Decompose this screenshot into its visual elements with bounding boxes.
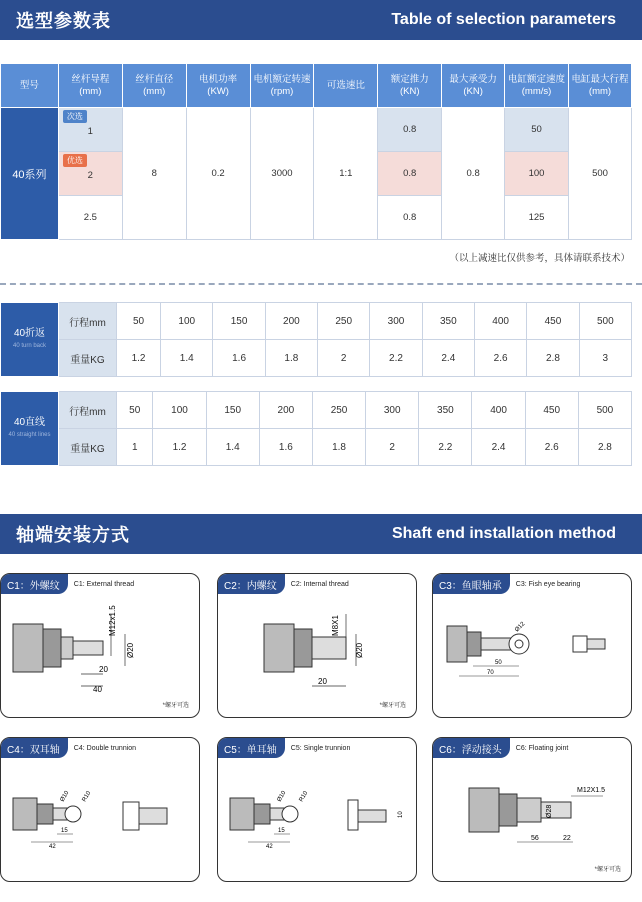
thrust-cell: 0.8 xyxy=(378,196,442,240)
thrust-cell: 0.8 xyxy=(378,152,442,196)
external-thread-drawing xyxy=(1,574,200,718)
dim-diameter: Ø20 xyxy=(355,642,364,658)
stroke-value: 500 xyxy=(579,303,631,340)
row-label-stroke: 行程mm xyxy=(59,392,117,429)
dim-length-long: 70 xyxy=(487,670,494,676)
section-title-en: Table of selection parameters xyxy=(391,11,616,28)
panel-c4-double-trunnion xyxy=(0,737,200,882)
series-cell xyxy=(1,303,59,377)
table-row xyxy=(1,392,632,429)
header-rpm: 电机额定转速 (rpm) xyxy=(250,64,314,108)
panel-c3-fish-eye xyxy=(432,573,632,718)
header-diameter: 丝杆直径 (mm) xyxy=(122,64,186,108)
panel-title xyxy=(1,574,134,594)
table-row xyxy=(1,108,632,152)
weight-value: 2.4 xyxy=(422,340,474,377)
dim-length-short: 15 xyxy=(278,828,285,834)
foldback-weight-table xyxy=(0,302,632,377)
panel-title xyxy=(218,574,349,594)
weight-value: 1.2 xyxy=(153,429,206,466)
panel-c1-external-thread xyxy=(0,573,200,718)
floating-joint-drawing xyxy=(433,738,632,882)
ratio-cell: 1:1 xyxy=(314,108,378,240)
stroke-value: 250 xyxy=(318,303,370,340)
panel-title xyxy=(433,574,580,594)
stroke-value: 50 xyxy=(117,392,153,429)
panel-label-en: C6: Floating joint xyxy=(515,744,569,752)
section-banner-selection xyxy=(0,0,642,40)
stroke-value: 300 xyxy=(366,392,419,429)
dim-radius: R10 xyxy=(81,790,93,803)
dim-length-short: 22 xyxy=(563,835,571,842)
stroke-value: 450 xyxy=(525,392,578,429)
weight-value: 3 xyxy=(579,340,631,377)
stroke-value: 200 xyxy=(265,303,317,340)
power-cell: 0.2 xyxy=(186,108,250,240)
section-title-cn: 选型参数表 xyxy=(16,11,111,31)
panel-label: C4：双耳轴 xyxy=(1,738,68,758)
weight-value: 2.6 xyxy=(525,429,578,466)
stroke-value: 50 xyxy=(117,303,161,340)
stroke-value: 250 xyxy=(312,392,365,429)
header-ratio: 可选速比 xyxy=(314,64,378,108)
header-max-stroke: 电缸最大行程 (mm) xyxy=(569,64,632,108)
speed-cell: 125 xyxy=(505,196,569,240)
panel-label: C3：鱼眼轴承 xyxy=(433,574,510,594)
max-stroke-cell: 500 xyxy=(569,108,632,240)
thread-note: *螺牙可选 xyxy=(162,703,189,709)
dim-length-short: 50 xyxy=(495,660,502,666)
dim-width: 10 xyxy=(398,811,404,818)
weight-value: 2.8 xyxy=(578,429,631,466)
header-model: 型号 xyxy=(1,64,59,108)
thrust-cell: 0.8 xyxy=(378,108,442,152)
lead-cell: 2.5 xyxy=(58,196,122,240)
ratio-note: （以上减速比仅供参考，具体请联系技术） xyxy=(449,253,630,264)
panel-label-en: C3: Fish eye bearing xyxy=(515,580,581,588)
section-title-cn: 轴端安装方式 xyxy=(16,525,130,545)
dim-thread: M12X1.5 xyxy=(577,787,606,794)
table-row xyxy=(1,303,632,340)
stroke-value: 200 xyxy=(259,392,312,429)
weight-value: 1.2 xyxy=(117,340,161,377)
series-label: 40直线 xyxy=(13,416,46,428)
weight-value: 1.8 xyxy=(312,429,365,466)
weight-value: 2.6 xyxy=(474,340,526,377)
series-label: 40折返 xyxy=(13,327,46,339)
row-label-weight: 重量KG xyxy=(59,429,117,466)
dim-diameter: Ø28 xyxy=(546,804,553,818)
dashed-divider xyxy=(0,283,642,285)
dim-radius: R10 xyxy=(298,790,310,803)
series-cell xyxy=(1,392,59,466)
panel-c6-floating-joint xyxy=(432,737,632,882)
dim-length-short: 15 xyxy=(61,828,68,834)
tag-preferred: 优选 xyxy=(63,154,87,167)
row-label-weight: 重量KG xyxy=(59,340,117,377)
diameter-cell: 8 xyxy=(122,108,186,240)
stroke-value: 500 xyxy=(578,392,631,429)
series-sublabel: 40 turn back xyxy=(12,342,47,349)
lead-value: 2 xyxy=(87,170,93,181)
row-label-stroke: 行程mm xyxy=(59,303,117,340)
dim-length-long: 42 xyxy=(49,844,56,850)
panel-title xyxy=(433,738,568,758)
panel-label: C2：内螺纹 xyxy=(218,574,285,594)
thread-note: *螺牙可选 xyxy=(594,867,621,873)
lead-value: 1 xyxy=(87,126,93,137)
rpm-cell: 3000 xyxy=(250,108,314,240)
panel-label: C1：外螺纹 xyxy=(1,574,68,594)
dim-length: 20 xyxy=(318,677,327,686)
stroke-value: 300 xyxy=(370,303,422,340)
stroke-value: 450 xyxy=(527,303,579,340)
dim-pin: Ø10 xyxy=(276,790,288,803)
speed-cell: 50 xyxy=(505,108,569,152)
weight-value: 1.6 xyxy=(259,429,312,466)
dim-thread: M12x1.5 xyxy=(108,605,117,636)
panel-label-en: C5: Single trunnion xyxy=(290,744,351,752)
weight-value: 1 xyxy=(117,429,153,466)
panel-c2-internal-thread xyxy=(217,573,417,718)
speed-cell: 100 xyxy=(505,152,569,196)
header-lead: 丝杆导程 (mm) xyxy=(58,64,122,108)
dim-thread: M8X1 xyxy=(331,615,340,636)
series-cell: 40系列 xyxy=(1,108,59,240)
stroke-value: 400 xyxy=(474,303,526,340)
tag-secondary: 次选 xyxy=(63,110,87,123)
panel-label-en: C4: Double trunnion xyxy=(73,744,137,752)
straight-weight-table xyxy=(0,391,632,466)
stroke-value: 350 xyxy=(419,392,472,429)
header-thrust: 额定推力 (KN) xyxy=(378,64,442,108)
weight-value: 2.2 xyxy=(370,340,422,377)
stroke-value: 100 xyxy=(153,392,206,429)
header-speed: 电缸额定速度 (mm/s) xyxy=(505,64,569,108)
panel-title xyxy=(1,738,136,758)
max-force-cell: 0.8 xyxy=(442,108,505,240)
weight-value: 2 xyxy=(318,340,370,377)
lead-cell xyxy=(58,152,122,196)
weight-value: 1.6 xyxy=(213,340,265,377)
table-row xyxy=(1,429,632,466)
selection-parameters-table xyxy=(0,63,632,240)
panel-label: C5：单耳轴 xyxy=(218,738,285,758)
panel-label-en: C2: Internal thread xyxy=(290,580,349,588)
dim-diameter: Ø20 xyxy=(126,642,135,658)
dim-eye: Ø12 xyxy=(514,621,527,634)
stroke-value: 150 xyxy=(206,392,259,429)
double-trunnion-drawing xyxy=(1,738,200,882)
weight-value: 1.4 xyxy=(161,340,213,377)
section-banner-installation xyxy=(0,514,642,554)
weight-value: 2 xyxy=(366,429,419,466)
weight-value: 2.4 xyxy=(472,429,525,466)
series-sublabel: 40 straight lines xyxy=(8,431,51,438)
weight-value: 2.8 xyxy=(527,340,579,377)
stroke-value: 350 xyxy=(422,303,474,340)
table-row xyxy=(1,340,632,377)
header-power: 电机功率 (KW) xyxy=(186,64,250,108)
fish-eye-drawing xyxy=(433,574,632,718)
panel-title xyxy=(218,738,350,758)
table-header-row xyxy=(1,64,632,108)
dim-pin: Ø10 xyxy=(59,790,71,803)
dim-length-long: 56 xyxy=(531,835,539,842)
weight-value: 1.8 xyxy=(265,340,317,377)
thread-note: *螺牙可选 xyxy=(379,703,406,709)
section-title-en: Shaft end installation method xyxy=(391,525,616,542)
lead-cell xyxy=(58,108,122,152)
weight-value: 2.2 xyxy=(419,429,472,466)
single-trunnion-drawing xyxy=(218,738,417,882)
header-max-force: 最大承受力 (KN) xyxy=(442,64,505,108)
panel-label-en: C1: External thread xyxy=(73,580,135,588)
dim-length-long: 42 xyxy=(266,844,273,850)
dim-length-short: 20 xyxy=(99,665,108,674)
stroke-value: 100 xyxy=(161,303,213,340)
weight-value: 1.4 xyxy=(206,429,259,466)
stroke-value: 150 xyxy=(213,303,265,340)
internal-thread-drawing xyxy=(218,574,417,718)
dim-length-long: 40 xyxy=(93,685,102,694)
stroke-value: 400 xyxy=(472,392,525,429)
panel-c5-single-trunnion xyxy=(217,737,417,882)
panel-label: C6：浮动接头 xyxy=(433,738,510,758)
